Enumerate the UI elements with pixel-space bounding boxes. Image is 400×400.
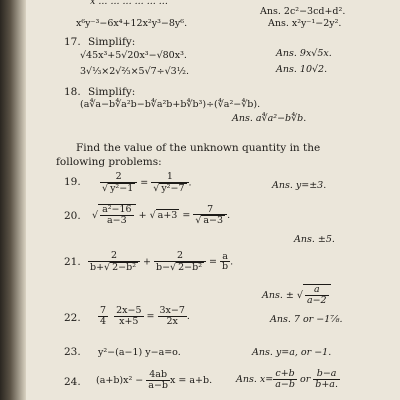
problem-22-number: 22. (64, 312, 81, 324)
problem-20-number: 20. (64, 210, 81, 222)
problem-18-expression: (a∜a−b∜a²b−b∜a²b+b∜b³)÷(∜a²−∜b). (80, 99, 261, 110)
problem-24-number: 24. (64, 376, 81, 388)
problem-23-answer: Ans. y=a, or −1. (252, 347, 332, 358)
problem-17-answer2: Ans. 10√2. (276, 64, 328, 75)
problem-24-answer: Ans. x= $\frac{c+b}{a-b}$ or $\frac{b-a}{b+a.}$ (236, 368, 338, 390)
problem-23-equation: y²−(a−1) y−a=o. (98, 347, 181, 358)
intro-line-2: following problems: (56, 156, 162, 168)
problem-22-answer: Ans. 7 or −1⅞. (270, 314, 343, 325)
top-cut-line: x ... ... ... ... ... ... (90, 0, 168, 7)
problem-17-row1: √45x³+5√20x³−√80x³. (80, 50, 187, 61)
problem-24-equation: (a+b)x² − $\frac{4ab}{a-b}$ x = a+b. (96, 369, 213, 391)
problem-17-answer1: Ans. 9x√5x. (276, 48, 332, 59)
problem-17-label: Simplify: (88, 36, 136, 48)
problem-22-equation: $\frac{7}{4}$ $\frac{2x-5}{x+5}$ = $\frac{3x-7}{2x}$ . (100, 305, 190, 327)
intro-line-1: Find the value of the unknown quantity in the (76, 142, 321, 154)
page-edge-shadow (0, 0, 26, 400)
problem-17-number: 17. (64, 36, 81, 48)
problem-19-equation: $\frac{2}{\text{√ y²−1}}$ = $\frac{1}{\text{√ y²−7}}$ . (102, 171, 192, 194)
problem-23-number: 23. (64, 346, 81, 358)
problem-21-answer: Ans. ± √ $\frac{a}{a-2}$ (262, 284, 331, 306)
problem-20-equation: √ $\frac{\text{a²−16}}{a-3}$ + √ a+3 = $\frac{7}{√ a-3}$ . (92, 203, 231, 227)
top-expression: x⁶y⁻³−6x⁴+12x²y³−8y⁶. (76, 18, 188, 29)
problem-17-row2: 3√⅓×2√⅔×5√7÷√3½. (80, 66, 189, 77)
problem-21-equation: $\frac{2}{\text{b+√ 2−b²}}$ + $\frac{2}{\text{b−√ 2−b²}}$ = $\frac{a}{b}$ . (90, 250, 234, 273)
problem-21-number: 21. (64, 256, 81, 268)
problem-19-number: 19. (64, 176, 81, 188)
problem-18-answer: Ans. a∜a²−b∜b. (232, 113, 307, 124)
problem-20-answer: Ans. ±5. (294, 234, 335, 245)
top-answer-2: Ans. x²y⁻¹−2y². (268, 18, 342, 29)
problem-19-answer: Ans. y=±3. (272, 180, 327, 191)
problem-18-label: Simplify: (88, 86, 136, 98)
problem-18-number: 18. (64, 86, 81, 98)
top-answer-1: Ans. 2c²−3cd+d². (260, 6, 346, 17)
